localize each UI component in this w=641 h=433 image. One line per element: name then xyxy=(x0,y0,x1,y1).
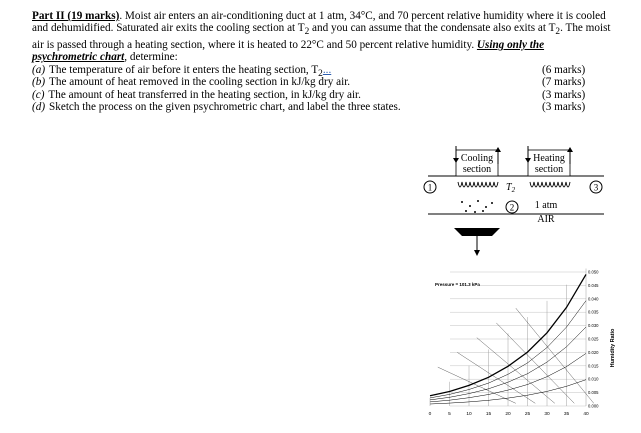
pressure-label: 1 atm xyxy=(534,200,558,211)
marks-label: (3 marks) xyxy=(542,101,586,114)
intro-text-3: . The moist air is passed through a heating section, where it is heated to 22°C and 50 percent relative humidity. xyxy=(32,22,611,52)
emphasis-text: Using only the psychrometric chart xyxy=(32,39,545,64)
question-d xyxy=(32,101,612,113)
x-tick-label: 30 xyxy=(544,412,550,417)
heating-label-2: section xyxy=(534,164,564,175)
x-tick-label: 10 xyxy=(466,412,472,417)
x-tick-label: 0 xyxy=(428,412,432,417)
cooling-label-2: section xyxy=(462,164,492,175)
problem-intro xyxy=(32,10,612,64)
question-text: The temperature of air before it enters the heating section, T xyxy=(49,63,319,76)
y-tick-label: 0.015 xyxy=(588,363,599,369)
intro-text-1: . Moist air enters an air-conditioning duct at 1 atm, 34°C, and 70 percent relative humidity where it is cooled and dehumidified. Saturated air exits the cooling section at T xyxy=(32,10,606,35)
x-tick-label: 25 xyxy=(524,412,531,417)
marks-label: (6 marks) xyxy=(542,63,586,76)
question-text: The amount of heat removed in the cooling section in kJ/kg dry air. xyxy=(49,76,351,89)
x-tick-label: 15 xyxy=(485,412,492,417)
t2-subscript: 2 xyxy=(304,27,310,38)
x-axis-ticks xyxy=(429,411,589,417)
psychrometric-chart xyxy=(418,268,618,428)
y-tick-label: 0.010 xyxy=(588,376,599,382)
y-tick-label: 0.000 xyxy=(588,403,599,409)
question-label: (b) xyxy=(32,76,46,89)
intro-text-2: and you can assume that the condensate also exits at T xyxy=(309,22,556,35)
y-tick-label: 0.045 xyxy=(588,282,599,288)
drain-arrow-icon xyxy=(474,250,480,256)
problem-statement xyxy=(32,10,612,113)
heating-coil-icon xyxy=(530,182,570,187)
t2-subscript-2: 2 xyxy=(555,27,561,38)
marks-label: (7 marks) xyxy=(542,76,586,89)
t2-label: $T_2$ xyxy=(506,182,516,194)
y-tick-label: 0.030 xyxy=(588,323,599,329)
air-label: AIR xyxy=(537,214,555,225)
intro-text-4: , determine: xyxy=(124,51,178,64)
x-tick-label: 40 xyxy=(583,412,589,417)
question-text: Sketch the process on the given psychrometric chart, and label the three states. xyxy=(49,101,401,114)
question-a xyxy=(32,63,612,80)
question-text: The amount of heat transferred in the heating section, in kJ/kg dry air. xyxy=(48,88,361,101)
cooling-label-1: Cooling xyxy=(460,153,494,164)
question-b xyxy=(32,76,612,88)
question-label: (a) xyxy=(32,63,46,76)
x-tick-label: 20 xyxy=(505,412,511,417)
chart-title: Pressure = 101.3 kPa xyxy=(435,282,480,287)
x-tick-label: 5 xyxy=(448,412,451,417)
y-tick-label: 0.035 xyxy=(588,309,599,315)
y-tick-label: 0.025 xyxy=(588,336,599,342)
enthalpy-lines xyxy=(438,308,594,403)
heating-label-1: Heating xyxy=(533,153,565,164)
condensate-drain xyxy=(454,228,500,236)
state-1-label: 1 xyxy=(427,182,433,193)
state-2-label: 2 xyxy=(509,202,515,213)
question-c xyxy=(32,89,612,101)
question-list xyxy=(32,64,612,114)
y-tick-label: 0.020 xyxy=(588,349,599,355)
question-label: (c) xyxy=(32,88,45,101)
x-tick-label: 35 xyxy=(563,412,570,417)
y-axis-ticks xyxy=(588,270,599,409)
problem-title: Part II (19 marks) xyxy=(32,10,120,22)
y-axis-label: Humidity Ratio xyxy=(610,328,616,368)
marks-label: (3 marks) xyxy=(542,88,586,101)
cooling-coil-icon xyxy=(458,182,498,187)
y-tick-label: 0.050 xyxy=(588,269,599,275)
ac-duct-diagram xyxy=(420,146,610,264)
answer-placeholder[interactable]: ... xyxy=(322,63,332,76)
y-tick-label: 0.005 xyxy=(588,390,599,396)
state-3-label: 3 xyxy=(593,182,599,193)
y-tick-label: 0.040 xyxy=(588,296,599,302)
question-subscript: 2 xyxy=(318,69,323,80)
question-label: (d) xyxy=(32,101,46,114)
condensate-drops-icon xyxy=(461,200,493,213)
